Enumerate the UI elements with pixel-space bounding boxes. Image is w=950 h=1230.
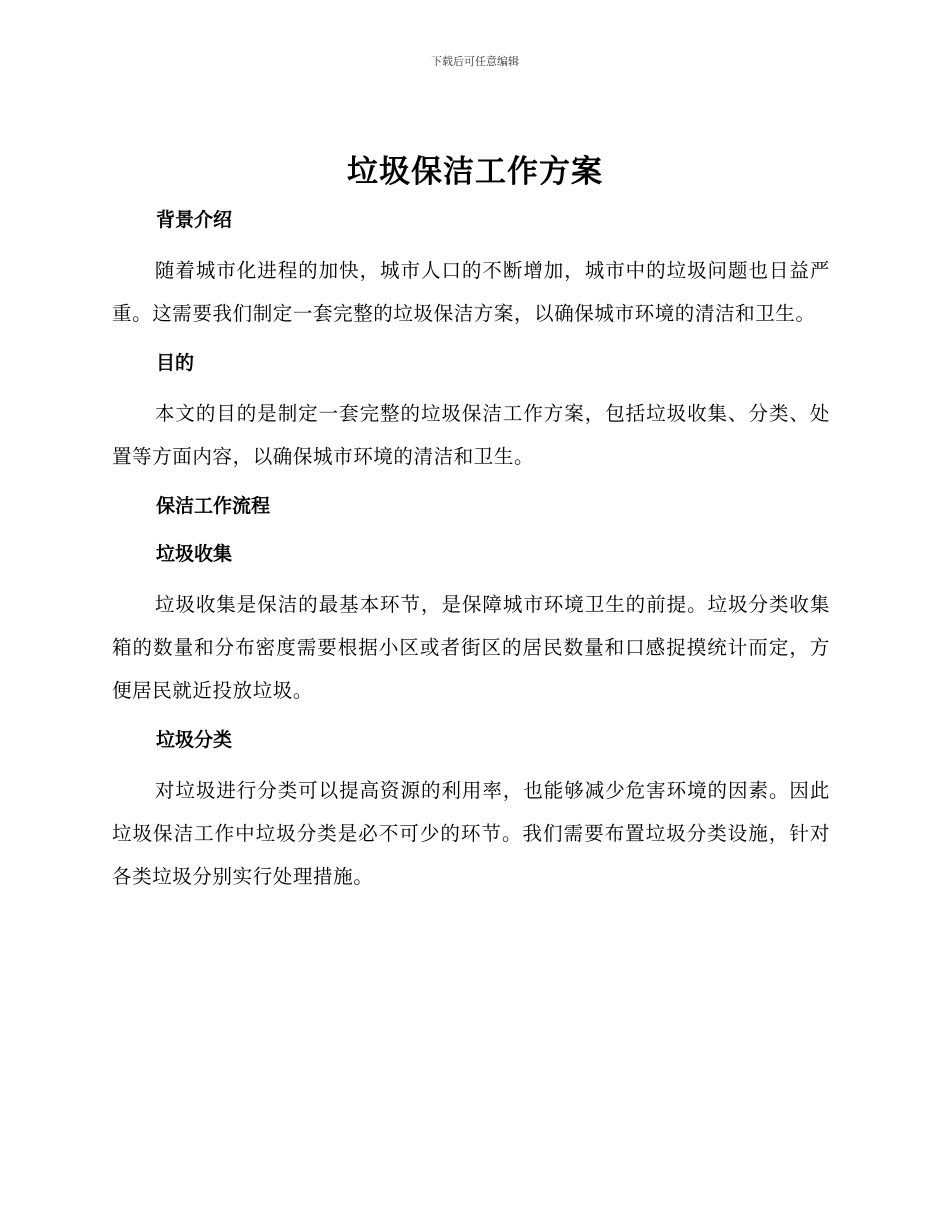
paragraph-background: 随着城市化进程的加快，城市人口的不断增加，城市中的垃圾问题也日益严重。这需要我们制定一套完整的垃圾保洁方案，以确保城市环境的清洁和卫生。 — [112, 259, 830, 325]
section-heading-sorting: 垃圾分类 — [156, 729, 233, 751]
paragraph-collection: 垃圾收集是保洁的最基本环节，是保障城市环境卫生的前提。垃圾分类收集箱的数量和分布密度需要根据小区或者街区的居民数量和口感捉摸统计而定，方便居民就近投放垃圾。 — [112, 593, 830, 702]
document-body — [112, 200, 830, 898]
document-title: 垃圾保洁工作方案 — [347, 154, 603, 190]
header-note: 下载后可任意编辑 — [431, 55, 519, 68]
section-heading-collection: 垃圾收集 — [156, 543, 233, 565]
section-heading-workflow: 保洁工作流程 — [156, 495, 271, 517]
paragraph-purpose: 本文的目的是制定一套完整的垃圾保洁工作方案，包括垃圾收集、分类、处置等方面内容，以确保城市环境的清洁和卫生。 — [112, 402, 830, 468]
section-heading-purpose: 目的 — [156, 352, 195, 374]
paragraph-sorting: 对垃圾进行分类可以提高资源的利用率，也能够减少危害环境的因素。因此垃圾保洁工作中垃圾分类是必不可少的环节。我们需要布置垃圾分类设施，针对各类垃圾分别实行处理措施。 — [112, 779, 830, 888]
section-heading-background: 背景介绍 — [156, 209, 233, 231]
